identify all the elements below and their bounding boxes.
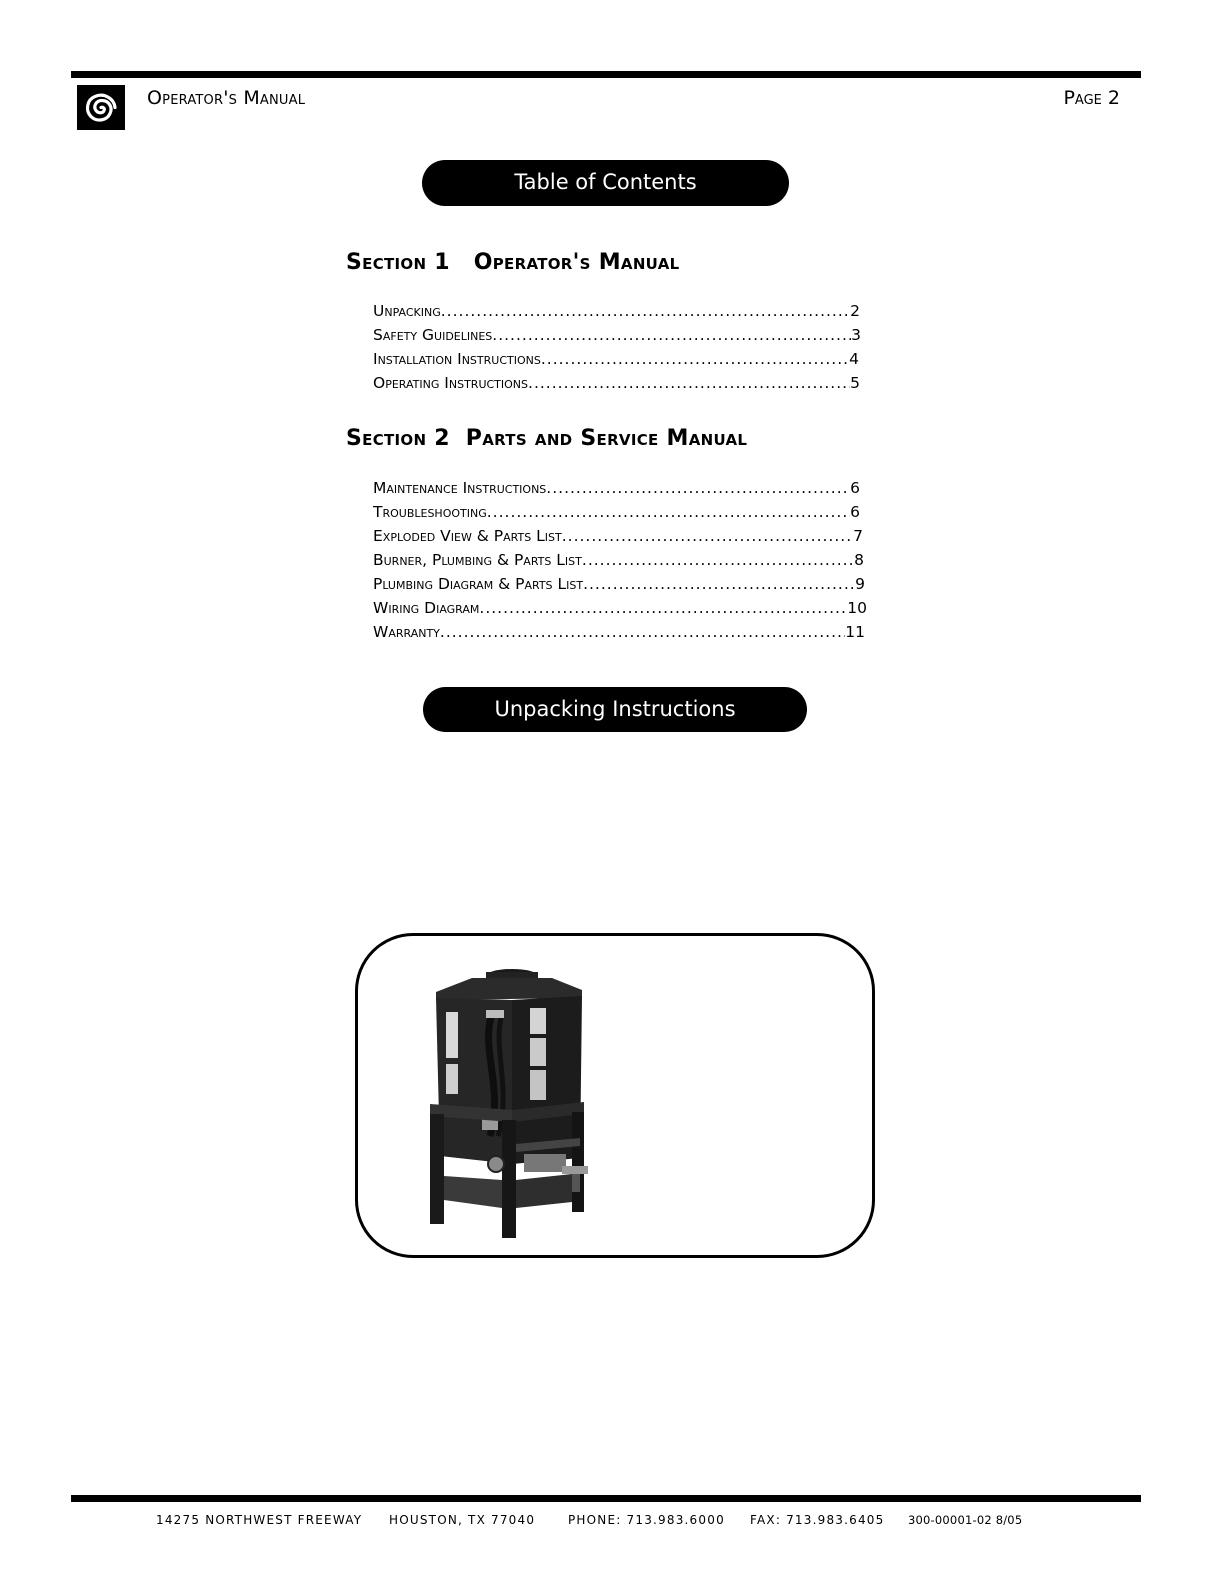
footer-rule bbox=[71, 1495, 1141, 1502]
water-heater-photo bbox=[412, 968, 612, 1244]
toc-entry[interactable] bbox=[373, 350, 859, 374]
toc-leader bbox=[479, 599, 847, 617]
toc-leader bbox=[562, 527, 853, 545]
toc-entry[interactable] bbox=[373, 527, 863, 551]
toc-entry-label: Operating Instructions bbox=[373, 374, 529, 392]
toc-leader bbox=[583, 575, 855, 593]
toc-entry[interactable] bbox=[373, 503, 860, 527]
toc-leader bbox=[582, 551, 854, 569]
toc-entry[interactable] bbox=[373, 599, 867, 623]
toc-entry[interactable] bbox=[373, 479, 860, 503]
toc-leader bbox=[546, 479, 850, 497]
section-1-heading: Section 1 Operator's Manual bbox=[346, 250, 680, 275]
page-number: Page 2 bbox=[1063, 87, 1120, 109]
section-2-toc bbox=[373, 479, 867, 647]
toc-entry-page: 4 bbox=[849, 350, 859, 368]
toc-entry-page: 3 bbox=[851, 326, 861, 344]
toc-leader bbox=[541, 350, 849, 368]
footer-doc-number: 300-00001-02 8/05 bbox=[908, 1513, 1023, 1527]
footer-city: HOUSTON, TX 77040 bbox=[389, 1513, 536, 1527]
unpacking-banner: Unpacking Instructions bbox=[423, 687, 807, 732]
toc-banner: Table of Contents bbox=[422, 160, 789, 206]
footer-address: 14275 NORTHWEST FREEWAY bbox=[156, 1513, 363, 1527]
section-2-heading: Section 2 Parts and Service Manual bbox=[346, 426, 748, 451]
toc-entry-page: 8 bbox=[854, 551, 864, 569]
toc-entry-label: Exploded View & Parts List bbox=[373, 527, 562, 545]
toc-entry-label: Burner, Plumbing & Parts List bbox=[373, 551, 582, 569]
toc-entry-page: 9 bbox=[855, 575, 865, 593]
toc-entry-page: 11 bbox=[845, 623, 865, 641]
footer-phone: PHONE: 713.983.6000 bbox=[568, 1513, 725, 1527]
toc-entry[interactable] bbox=[373, 575, 865, 599]
toc-entry[interactable] bbox=[373, 623, 865, 647]
toc-entry-page: 7 bbox=[853, 527, 863, 545]
toc-entry-label: Unpacking bbox=[373, 302, 441, 320]
toc-entry-page: 2 bbox=[850, 302, 860, 320]
toc-entry-page: 5 bbox=[850, 374, 860, 392]
toc-entry-label: Installation Instructions bbox=[373, 350, 541, 368]
toc-leader bbox=[440, 623, 845, 641]
toc-entry-page: 6 bbox=[850, 479, 860, 497]
toc-entry-page: 10 bbox=[847, 599, 867, 617]
toc-entry-label: Safety Guidelines bbox=[373, 326, 493, 344]
toc-entry-label: Maintenance Instructions bbox=[373, 479, 547, 497]
toc-entry-label: Troubleshooting bbox=[373, 503, 487, 521]
toc-entry-label: Warranty bbox=[373, 623, 440, 641]
spiral-logo-icon bbox=[77, 85, 125, 130]
header-rule bbox=[71, 71, 1141, 78]
toc-entry[interactable] bbox=[373, 326, 861, 350]
footer-fax: FAX: 713.983.6405 bbox=[750, 1513, 885, 1527]
toc-entry-label: Plumbing Diagram & Parts List bbox=[373, 575, 584, 593]
toc-leader bbox=[441, 302, 850, 320]
section-1-toc bbox=[373, 302, 860, 398]
manual-title: Operator's Manual bbox=[147, 87, 306, 109]
toc-leader bbox=[492, 326, 851, 344]
toc-leader bbox=[528, 374, 850, 392]
toc-entry[interactable] bbox=[373, 302, 860, 326]
toc-entry-label: Wiring Diagram bbox=[373, 599, 480, 617]
toc-entry-page: 6 bbox=[850, 503, 860, 521]
toc-entry[interactable] bbox=[373, 374, 860, 398]
toc-entry[interactable] bbox=[373, 551, 864, 575]
toc-leader bbox=[487, 503, 850, 521]
